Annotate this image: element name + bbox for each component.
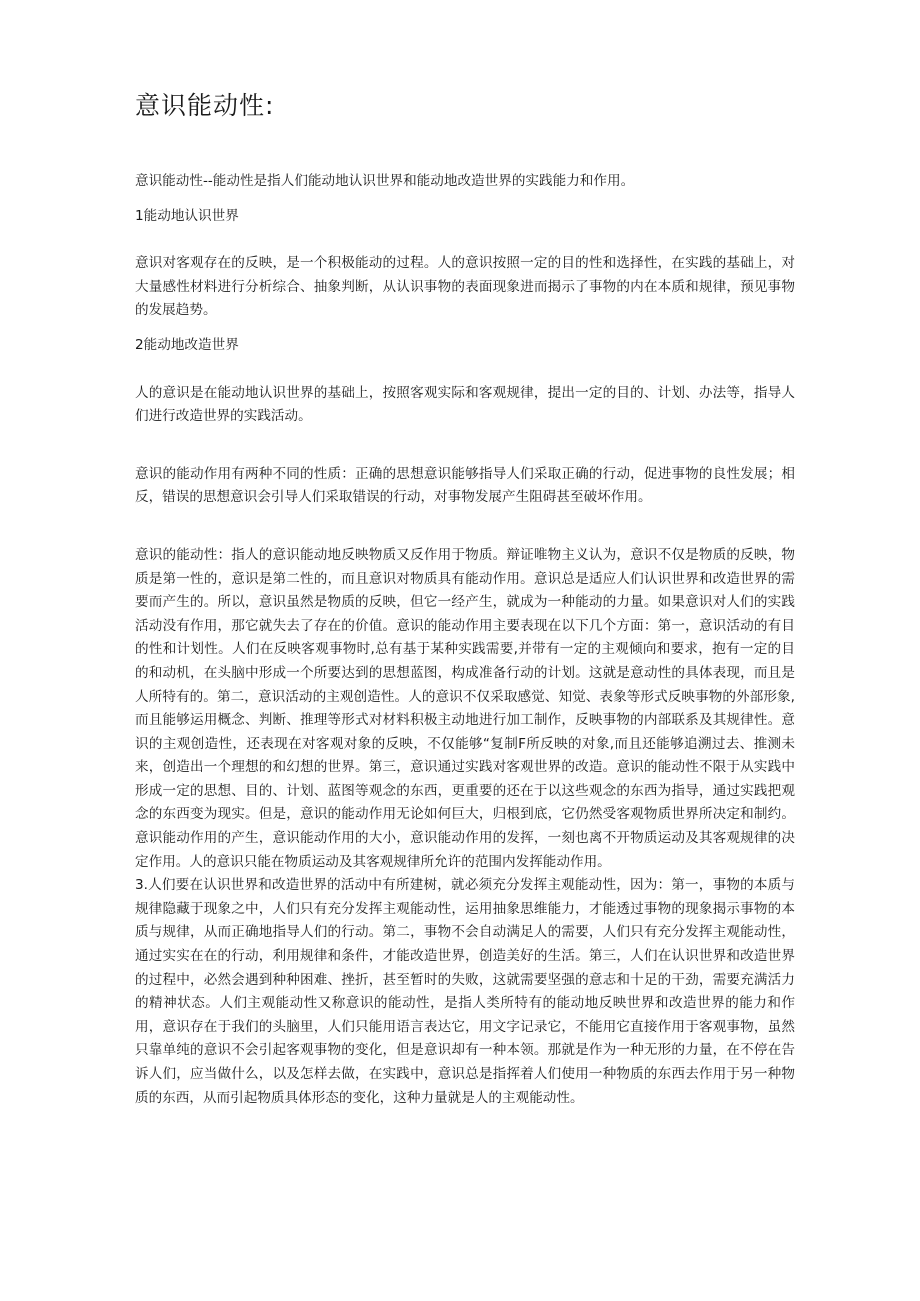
two-natures-paragraph: 意识的能动作用有两种不同的性质：正确的思想意识能够指导人们采取正确的行动，促进事物的良性发展；相反，错误的思想意识会引导人们采取错误的行动，对事物发展产生阻碍甚至破坏作用。 <box>135 465 795 506</box>
page-title: 意识能动性: <box>135 91 275 120</box>
consciousness-initiative-paragraph: 意识的能动性：指人的意识能动地反映物质又反作用于物质。辩证唯物主义认为，意识不仅是物质的反映，物质是第一性的，意识是第二性的，而且意识对物质具有能动作用。意识总是适应人们认识世界和改造世界的需要而产生的。所以，意识虽然是物质的反映，但它一经产生，就成为一种能动的力量。如果意识对人们的实践活动没有作用，那它就失去了存在的价值。意识的能动作用主要表现在以下几个方面：第一，意识活动的有目的性和计划性。人们在反映客观事物时,总有基于某种实践需要,并带有一定的主观倾向和要求，抱有一定的目的和动机，在头脑中形成一个所要达到的思想蓝图，构成准备行动的计划。这就是意动性的具体表现，而且是人所特有的。第二，意识活动的主观创造性。人的意识不仅采取感觉、知觉、表象等形式反映事物的外部形象,而且能够运用概念、判断、推理等形式对材料积极主动地进行加工制作，反映事物的内部联系及其规律性。意识的主观创造性，还表现在对客观对象的反映，不仅能够“复制F所反映的对象,而且还能够追溯过去、推测未来，创造出一个理想的和幻想的世界。第三，意识通过实践对客观世界的改造。意识的能动性不限于从实践中形成一定的思想、目的、计划、蓝图等观念的东西，更重要的还在于以这些观念的东西为指导，通过实践把观念的东西变为现实。但是，意识的能动作用无论如何巨大，归根到底，它仍然受客观物质世界所决定和制约。意识能动作用的产生，意识能动作用的大小，意识能动作用的发挥，一刻也离不开物质运动及其客观规律的决定作用。人的意识只能在物质运动及其客观规律所允许的范围内发挥能动作用。 <box>135 546 795 870</box>
section-heading-transform-world: 2能动地改造世界 <box>135 336 239 353</box>
definition-paragraph: 意识能动性--能动性是指人们能动地认识世界和能动地改造世界的实践能力和作用。 <box>135 173 635 189</box>
subjective-initiative-paragraph: 3.人们要在认识世界和改造世界的活动中有所建树，就必须充分发挥主观能动性，因为：第一，事物的本质与规律隐藏于现象之中，人们只有充分发挥主观能动性，运用抽象思维能力，才能透过事物的现象揭示事物的本质与规律，从而正确地指导人们的行动。第二，事物不会自动满足人的需要，人们只有充分发挥主观能动性，通过实实在在的行动，利用规律和条件，才能改造世界，创造美好的生活。第三，人们在认识世界和改造世界的过程中，必然会遇到种种困难、挫折，甚至暂时的失败，这就需要坚强的意志和十足的干劲，需要充满活力的精神状态。人们主观能动性又称意识的能动性，是指人类所特有的能动地反映世界和改造世界的能力和作用，意识存在于我们的头脑里，人们只能用语言表达它，用文字记录它，不能用它直接作用于客观事物，虽然只靠单纯的意识不会引起客观事物的变化，但是意识却有一种本领。那就是作为一种无形的力量，在不停在告诉人们，应当做什么，以及怎样去做，在实践中，意识总是指挥着人们使用一种物质的东西去作用于另一种物质的东西，从而引起物质具体形态的变化，这种力量就是人的主观能动性。 <box>135 877 795 1106</box>
transform-world-paragraph: 人的意识是在能动地认识世界的基础上，按照客观实际和客观规律，提出一定的目的、计划、办法等，指导人们进行改造世界的实践活动。 <box>135 384 795 425</box>
section-heading-cognize-world: 1能动地认识世界 <box>135 207 239 224</box>
cognize-world-paragraph: 意识对客观存在的反映，是一个积极能动的过程。人的意识按照一定的目的性和选择性，在实践的基础上，对大量感性材料进行分析综合、抽象判断，从认识事物的表面现象进而揭示了事物的内在本质和规律，预见事物的发展趋势。 <box>135 255 795 319</box>
document-body <box>135 170 795 1110</box>
